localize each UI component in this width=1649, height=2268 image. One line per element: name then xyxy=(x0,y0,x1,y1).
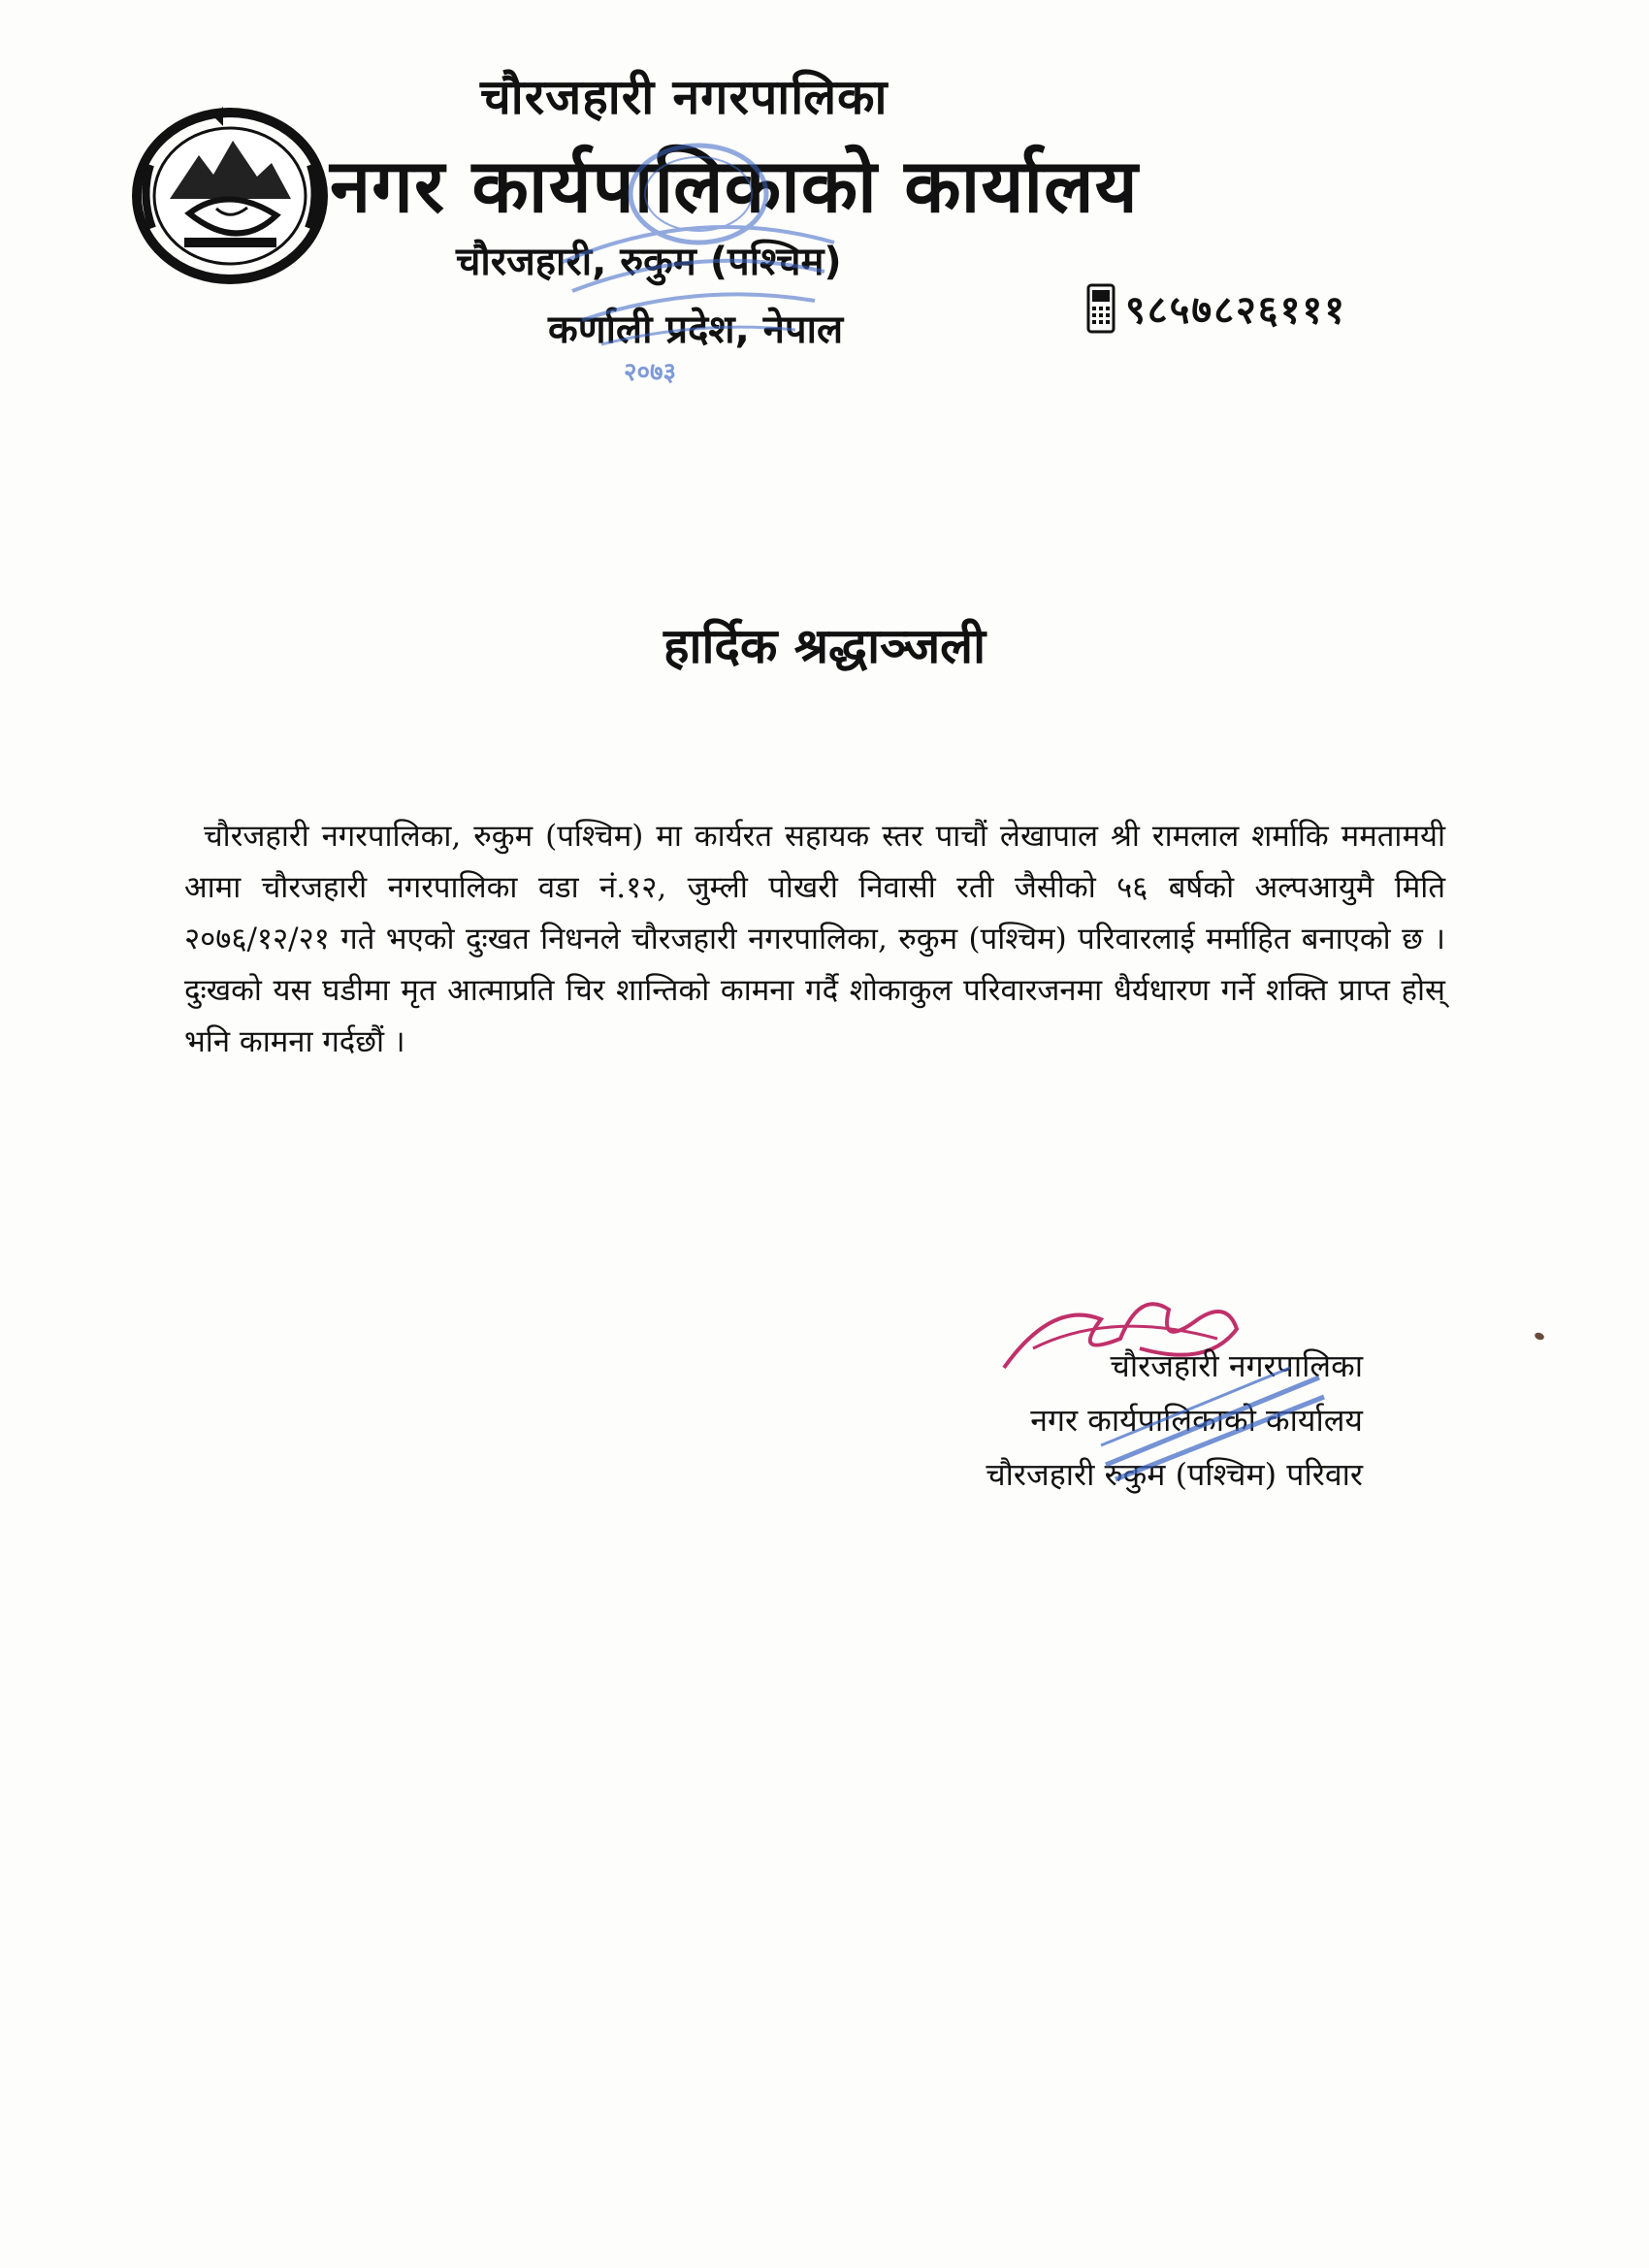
paper-speck xyxy=(1534,1332,1545,1342)
signature-line-3: चौरजहारी रुकुम (पश्चिम) परिवार xyxy=(986,1456,1363,1493)
address-line-1: चौरजहारी, रुकुम (पश्चिम) xyxy=(456,240,842,284)
address-line-2: कर्णाली प्रदेश, नेपाल xyxy=(548,308,844,352)
condolence-body: चौरजहारी नगरपालिका, रुकुम (पश्चिम) मा कार्यरत सहायक स्तर पाचौं लेखापाल श्री रामलाल शर्माकि ममतामयी आमा चौरजहारी नगरपालिका वडा नं.१२, जुम्ली पोखरी निवासी रती जैसीको ५६ बर्षको अल्पआयुमै मिति २०७६/१२/२१ गते भएको दुःखत निधनले चौरजहारी नगरपालिका, रुकुम (पश्चिम) परिवारलाई मर्माहित बनाएको छ । दुःखको यस घडीमा मृत आत्माप्रति चिर शान्तिको कामना गर्दै शोकाकुल परिवारजनमा धैर्यधारण गर्ने शक्ति प्राप्त होस् भनि कामना गर्दछौं । xyxy=(184,819,1445,1059)
government-emblem-icon xyxy=(131,107,330,286)
signature-line-2: नगर कार्यपालिकाको कार्यालय xyxy=(1030,1402,1363,1439)
officer-stamp xyxy=(1096,1358,1329,1484)
document-title: हार्दिक श्रद्धाञ्जली xyxy=(663,618,986,674)
phone-number: ९८५७८२६१११ xyxy=(1125,288,1346,333)
office-stamp xyxy=(543,136,854,388)
office-name: नगर कार्यपालिकाको कार्यालय xyxy=(330,143,1139,229)
stamp-year: २०७३ xyxy=(624,358,677,387)
phone-contact xyxy=(1086,281,1346,335)
municipality-name: चौरजहारी नगरपालिका xyxy=(480,69,889,125)
mobile-phone-icon xyxy=(1086,283,1116,334)
signature-line-1: चौरजहारी नगरपालिका xyxy=(1110,1347,1363,1384)
